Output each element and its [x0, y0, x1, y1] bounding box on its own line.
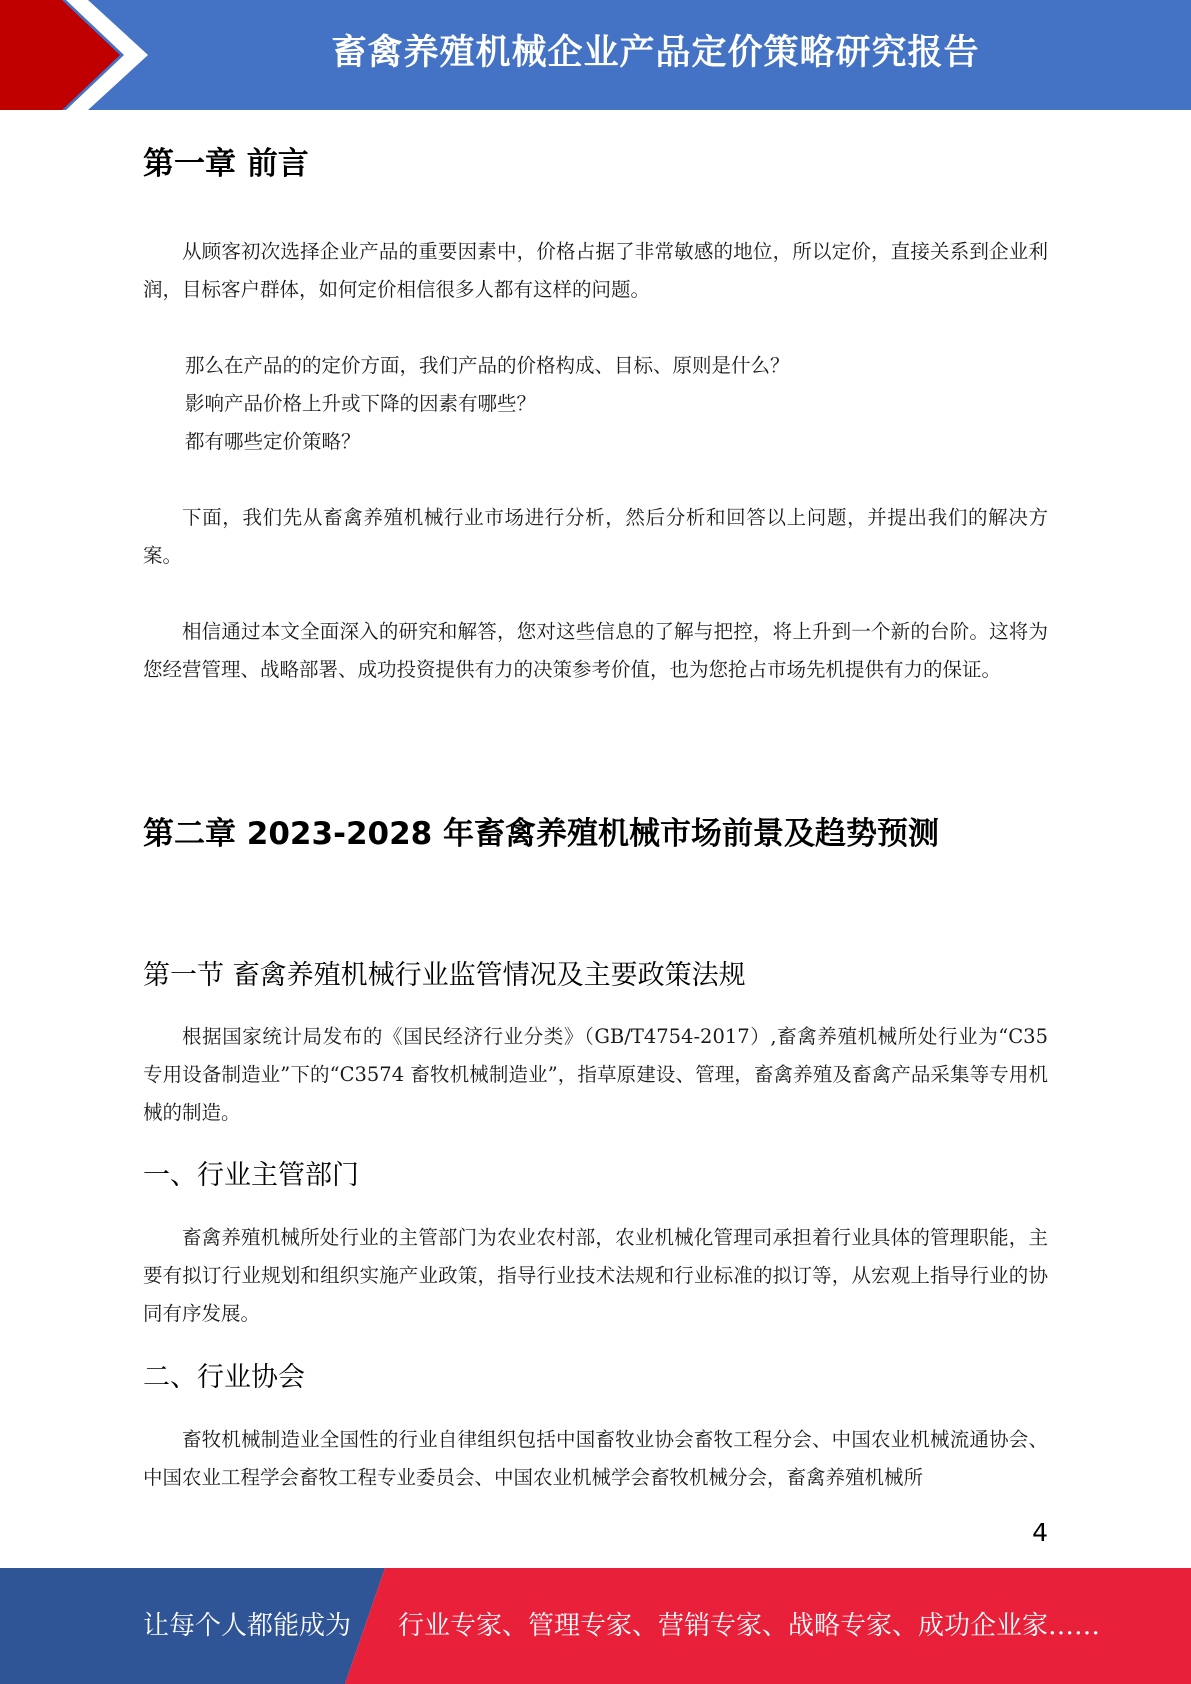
chapter-1-question-1: 那么在产品的的定价方面，我们产品的价格构成、目标、原则是什么？ [185, 354, 790, 377]
chapter-1-paragraph-1: 从顾客初次选择企业产品的重要因素中，价格占据了非常敏感的地位，所以定价，直接关系到企业利润，目标客户群体，如何定价相信很多人都有这样的问题。 [143, 240, 1048, 301]
subsection-1-paragraph: 畜禽养殖机械所处行业的主管部门为农业农村部，农业机械化管理司承担着行业具体的管理职能，主要有拟订行业规划和组织实施产业政策，指导行业技术法规和行业标准的拟订等，从宏观上指导行业的协同有序发展。 [143, 1226, 1048, 1325]
chapter-1-title: 第一章 前言 [143, 146, 309, 182]
footer-slogan-right: 行业专家、管理专家、营销专家、战略专家、成功企业家…… [398, 1611, 1101, 1641]
chapter-1-paragraph-2: 下面，我们先从畜禽养殖机械行业市场进行分析，然后分析和回答以上问题，并提出我们的解决方案。 [143, 506, 1048, 567]
page-header [0, 0, 1191, 110]
page-footer [0, 1568, 1191, 1684]
subsection-2-title: 二、行业协会 [143, 1362, 305, 1393]
chapter-1-paragraph-3: 相信通过本文全面深入的研究和解答，您对这些信息的了解与把控，将上升到一个新的台阶。这将为您经营管理、战略部署、成功投资提供有力的决策参考价值，也为您抢占市场先机提供有力的保证。 [143, 620, 1048, 681]
chapter-1-question-2: 影响产品价格上升或下降的因素有哪些？ [185, 392, 537, 415]
subsection-1-title: 一、行业主管部门 [143, 1160, 359, 1191]
report-title: 畜禽养殖机械企业产品定价策略研究报告 [331, 33, 980, 73]
subsection-2-paragraph: 畜牧机械制造业全国性的行业自律组织包括中国畜牧业协会畜牧工程分会、中国农业机械流通协会、中国农业工程学会畜牧工程专业委员会、中国农业机械学会畜牧机械分会，畜禽养殖机械所 [143, 1428, 1048, 1489]
chapter-1-question-3: 都有哪些定价策略？ [185, 430, 361, 453]
page-number: 4 [1032, 1518, 1048, 1547]
section-1-title: 第一节 畜禽养殖机械行业监管情况及主要政策法规 [143, 960, 746, 991]
section-1-paragraph: 根据国家统计局发布的《国民经济行业分类》（GB/T4754-2017）,畜禽养殖机械所处行业为“C35 专用设备制造业”下的“C3574 畜牧机械制造业”，指草原建设、管理，畜禽养殖及畜禽产品采集等专用机械的制造。 [143, 1025, 1048, 1124]
chapter-2-title: 第二章 2023-2028 年畜禽养殖机械市场前景及趋势预测 [143, 816, 940, 852]
footer-slogan-left: 让每个人都能成为 [143, 1611, 352, 1641]
